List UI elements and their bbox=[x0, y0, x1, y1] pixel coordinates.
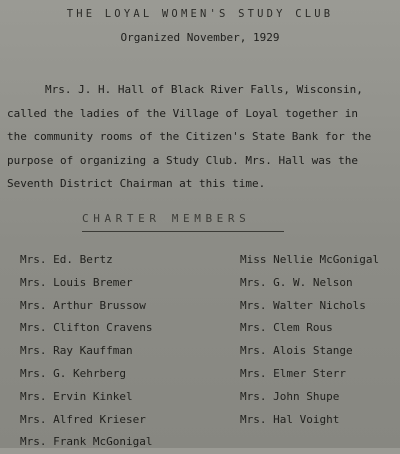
intro-line: Mrs. J. H. Hall of Black River Falls, Wisconsin, bbox=[45, 83, 363, 96]
member-name: Mrs. Elmer Sterr bbox=[240, 366, 346, 380]
member-name: Mrs. G. W. Nelson bbox=[240, 275, 353, 289]
member-name: Mrs. Louis Bremer bbox=[20, 275, 133, 289]
organized-date: Organized November, 1929 bbox=[120, 31, 280, 44]
member-name: Mrs. Clifton Cravens bbox=[20, 321, 153, 335]
member-name: Mrs. Ed. Bertz bbox=[20, 253, 113, 266]
charter-members-heading: CHARTER MEMBERS bbox=[82, 212, 251, 225]
intro-line: called the ladies of the Village of Loyal together in bbox=[7, 106, 358, 120]
heading-underline bbox=[82, 231, 284, 232]
member-name: Mrs. G. Kehrberg bbox=[20, 366, 126, 380]
intro-line: Seventh District Chairman at this time. bbox=[7, 177, 266, 190]
member-name: Mrs. Clem Rous bbox=[240, 321, 333, 335]
intro-line: purpose of organizing a Study Club. Mrs. Hall was the bbox=[7, 153, 358, 167]
intro-line: the community rooms of the Citizen's State Bank for the bbox=[7, 130, 372, 143]
member-name: Mrs. Ray Kauffman bbox=[20, 344, 133, 358]
member-name: Miss Nellie McGonigal bbox=[240, 253, 380, 266]
member-name: Mrs. Frank McGonigal bbox=[20, 435, 153, 449]
member-name: Mrs. Walter Nichols bbox=[240, 298, 366, 312]
member-name: Mrs. Arthur Brussow bbox=[20, 298, 146, 312]
member-name: Mrs. Ervin Kinkel bbox=[20, 389, 133, 403]
club-title: THE LOYAL WOMEN'S STUDY CLUB bbox=[66, 8, 334, 20]
members-left-column bbox=[20, 249, 152, 454]
member-name: Mrs. Hal Voight bbox=[240, 412, 340, 426]
member-name: Mrs. John Shupe bbox=[240, 389, 340, 403]
intro-paragraph bbox=[7, 78, 400, 196]
members-right-column bbox=[240, 249, 379, 431]
member-name: Mrs. Alfred Krieser bbox=[20, 412, 146, 426]
member-name: Mrs. Alois Stange bbox=[240, 344, 353, 358]
